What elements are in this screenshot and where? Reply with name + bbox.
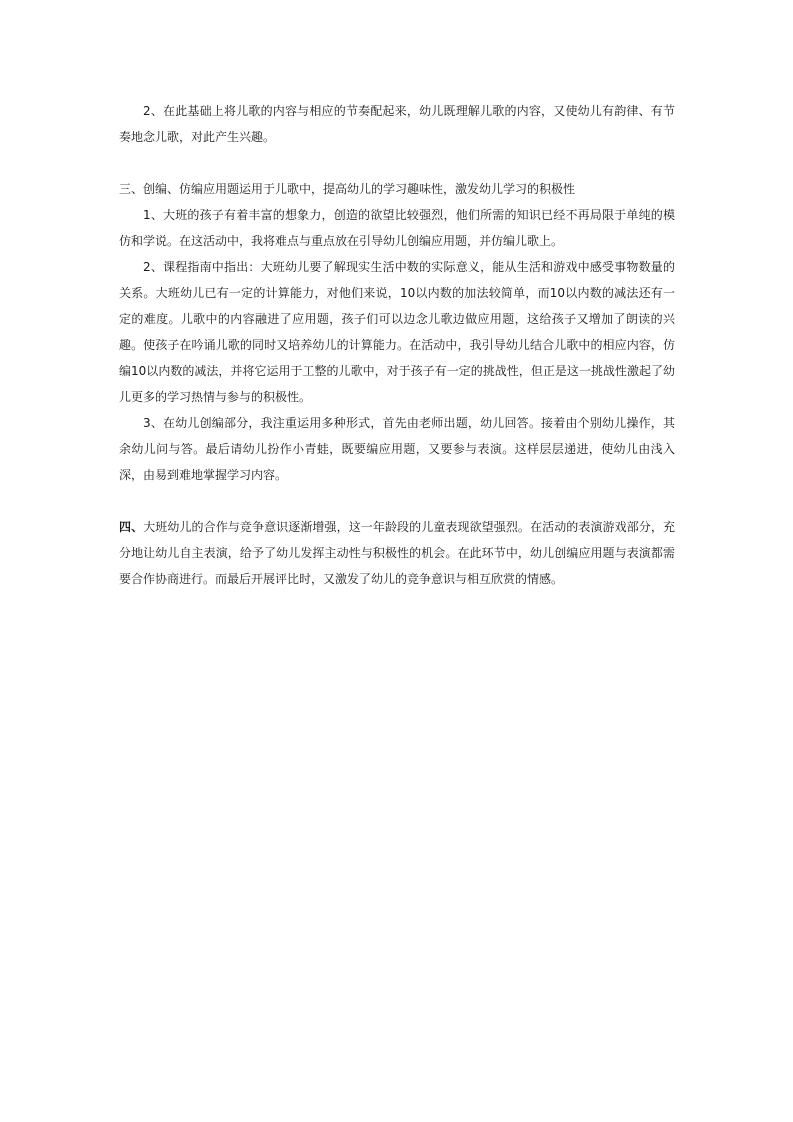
section-3-paragraph-1: 1、大班的孩子有着丰富的想象力，创造的欲望比较强烈，他们所需的知识已经不再局限于单纯的模仿和学说。在这活动中，我将难点与重点放在引导幼儿创编应用题，并仿编儿歌上。 xyxy=(119,208,675,248)
section-4-number: 四、 xyxy=(119,520,144,534)
section-3-paragraph-2: 2、课程指南中指出：大班幼儿要了解现实生活中数的实际意义，能从生活和游戏中感受事物数量的关系。大班幼儿已有一定的计算能力，对他们来说，10以内数的加法较简单，而10以内数的减法还有一定的难度。儿歌中的内容融进了应用题，孩子们可以边念儿歌边做应用题，这给孩子又增加了朗读的兴趣。使孩子在吟诵儿歌的同时又培养幼儿的计算能力。在活动中，我引导幼儿结合儿歌中的相应内容，仿编10以内数的减法，并将它运用于工整的儿歌中，对于孩子有一定的挑战性，但正是这一挑战性激起了幼儿更多的学习热情与参与的积极性。 xyxy=(119,260,675,404)
section-3-paragraph-3: 3、在幼儿创编部分，我注重运用多种形式，首先由老师出题，幼儿回答。接着由个别幼儿操作，其余幼儿问与答。最后请幼儿扮作小青蛙，既要编应用题，又要参与表演。这样层层递进，使幼儿由浅入深，由易到难地掌握学习内容。 xyxy=(119,416,675,482)
document-body xyxy=(119,98,675,592)
section-4-text: 大班幼儿的合作与竞争意识逐渐增强，这一年龄段的儿童表现欲望强烈。在活动的表演游戏部分，充分地让幼儿自主表演，给予了幼儿发挥主动性与积极性的机会。在此环节中，幼儿创编应用题与表演都需要合作协商进行。而最后开展评比时，又激发了幼儿的竞争意识与相互欣赏的情感。 xyxy=(119,520,675,586)
section-3-heading: 三、创编、仿编应用题运用于儿歌中，提高幼儿的学习趣味性，激发幼儿学习的积极性 xyxy=(119,182,576,196)
paragraph-rhythm: 2、在此基础上将儿歌的内容与相应的节奏配起来，幼儿既理解儿歌的内容，又使幼儿有韵律、有节奏地念儿歌，对此产生兴趣。 xyxy=(119,104,675,144)
section-4-paragraph xyxy=(119,514,675,592)
